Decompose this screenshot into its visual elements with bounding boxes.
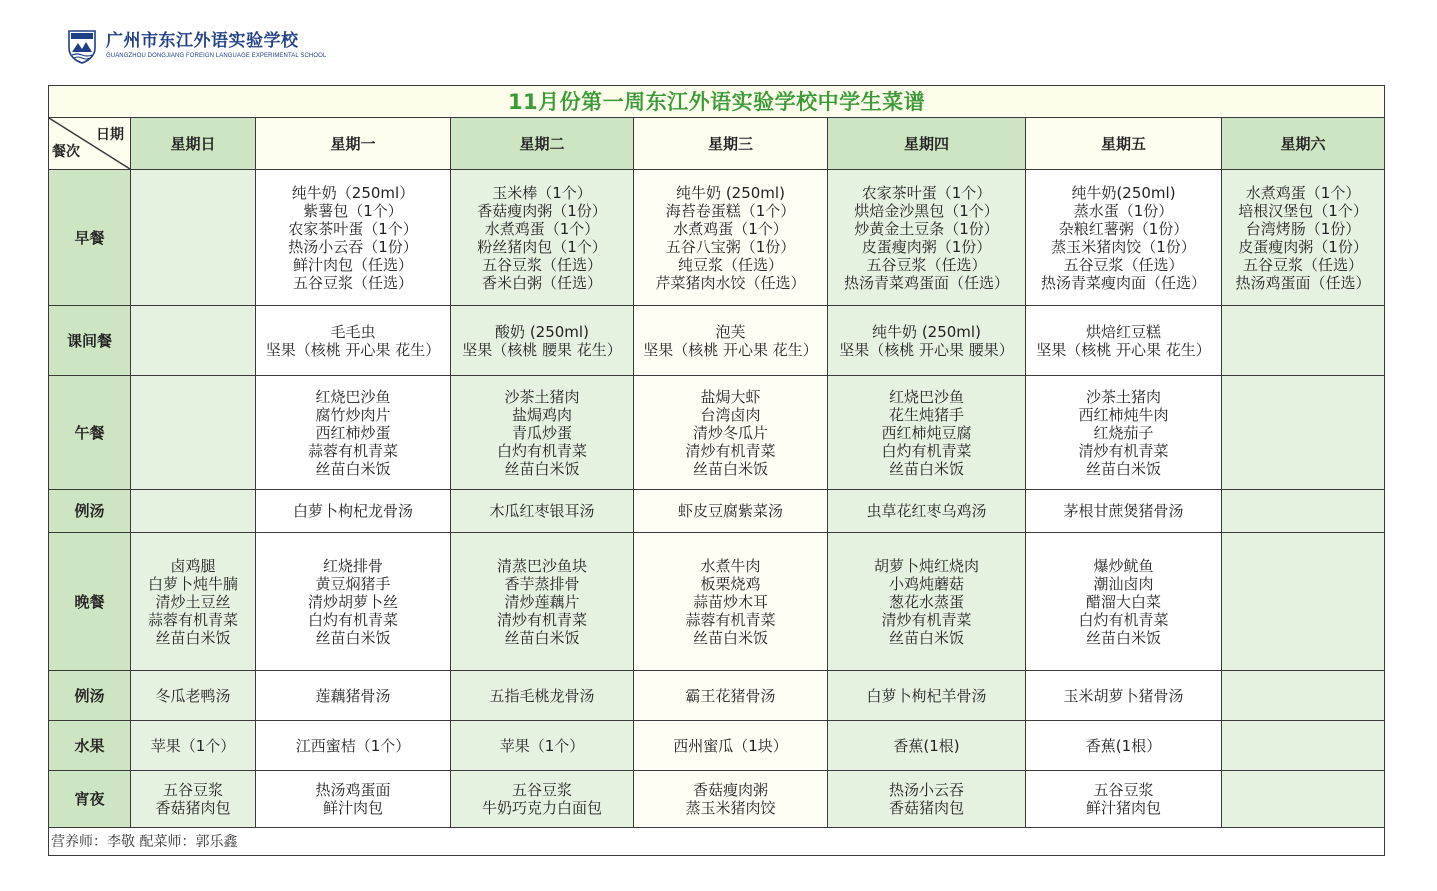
menu-cell [1026,376,1222,490]
menu-cell [1222,376,1385,490]
dish-item: 五谷豆浆 [162,781,223,799]
dish-item: 花生炖猪手 [888,405,964,424]
dish-item: 杂粮红薯粥（1份） [1058,219,1189,238]
dish-item: 水煮牛肉 [700,556,761,575]
dish-item: 香蕉(1根） [1085,736,1162,755]
menu-cell [828,306,1026,376]
school-logo [66,26,326,66]
school-emblem-icon [66,28,98,64]
dish-item: 白萝卜枸杞羊骨汤 [866,686,987,705]
dish-item: 腐竹炒肉片 [315,405,391,424]
dish-item: 虫草花红枣乌鸡汤 [866,502,987,520]
dish-item: 清炒有机青菜 [881,610,972,629]
menu-cell [451,490,634,533]
dish-item: 清蒸巴沙鱼块 [496,556,587,575]
dish-item: 虾皮豆腐紫菜汤 [677,502,783,520]
dish-item: 醋溜大白菜 [1085,592,1161,611]
dish-item: 皮蛋瘦肉粥（1份） [1238,237,1368,256]
dish-item: 红烧茄子 [1093,423,1154,442]
menu-cell [828,170,1026,306]
dish-item: 香菇猪肉包 [155,799,231,817]
dish-item: 纯牛奶（250ml） [291,183,415,202]
dish-item: 冬瓜老鸭汤 [155,686,231,705]
meal-label: 水果 [49,721,131,771]
menu-cell [451,671,634,721]
dish-item: 酸奶 (250ml) [495,322,589,341]
dish-item: 板栗烧鸡 [700,574,761,593]
menu-cell [256,671,451,721]
dish-item: 坚果（核桃 开心果 花生） [643,340,818,359]
dish-item: 毛毛虫 [330,322,376,341]
meal-label: 例汤 [49,490,131,533]
dish-item: 香芋蒸排骨 [504,574,580,593]
menu-cell [1026,533,1222,671]
meal-row [49,170,1385,306]
dish-item: 莲藕猪骨汤 [315,686,391,705]
menu-cell [828,376,1026,490]
dish-item: 清炒有机青菜 [1078,441,1169,460]
menu-cell [256,170,451,306]
menu-cell [1026,771,1222,828]
dish-item: 热汤青菜鸡蛋面（任选） [843,273,1009,292]
dish-item: 西红柿炒蛋 [315,423,391,442]
dish-item: 红烧巴沙鱼 [315,387,391,406]
dish-item: 五谷豆浆 [1093,781,1154,799]
dish-item: 蒜蓉有机青菜 [147,610,238,629]
dish-item: 香菇猪肉包 [888,799,964,817]
dish-item: 粉丝猪肉包（1个） [477,237,607,256]
menu-cell [634,376,828,490]
dish-item: 卤鸡腿 [170,556,216,575]
menu-cell [451,771,634,828]
dish-item: 西州蜜瓜（1块） [673,736,788,755]
menu-cell [1222,533,1385,671]
menu-cell [256,771,451,828]
dish-item: 烘焙金沙黑包（1个） [854,201,999,220]
dish-item: 水煮鸡蛋（1个） [1245,183,1361,202]
dish-item: 丝苗白米饭 [1085,459,1161,478]
dish-item: 炒黄金土豆条（1份） [854,219,999,238]
menu-cell [1222,306,1385,376]
menu-cell [634,671,828,721]
menu-cell [451,376,634,490]
menu-cell [1222,170,1385,306]
dish-item: 丝苗白米饭 [315,628,391,647]
meal-row [49,376,1385,490]
dish-item: 爆炒鱿鱼 [1093,556,1154,575]
dish-item: 纯牛奶(250ml) [1071,183,1176,202]
dish-item: 红烧排骨 [322,556,383,575]
menu-cell [634,771,828,828]
meal-label: 例汤 [49,671,131,721]
menu-cell [1026,170,1222,306]
menu-cell [256,306,451,376]
dish-item: 丝苗白米饭 [888,628,964,647]
menu-footer: 营养师：李敬 配菜师：郭乐鑫 [49,828,1385,856]
day-header: 星期一 [256,118,451,170]
menu-cell [1222,771,1385,828]
dish-item: 丝苗白米饭 [155,628,231,647]
dish-item: 热汤鸡蛋面 [315,781,391,799]
dish-item: 坚果（核桃 腰果 花生） [462,340,622,359]
dish-item: 香菇瘦肉粥 [692,781,768,799]
dish-item: 蒜苗炒木耳 [692,592,768,611]
dish-item: 牛奶巧克力白面包 [481,799,602,817]
header-corner-cell [49,118,131,170]
dish-item: 玉米胡萝卜猪骨汤 [1063,686,1184,705]
day-header: 星期日 [131,118,256,170]
dish-item: 培根汉堡包（1个） [1238,201,1368,220]
dish-item: 农家茶叶蛋（1个） [288,219,418,238]
dish-item: 白灼有机青菜 [496,441,587,460]
dish-item: 坚果（核桃 开心果 腰果） [839,340,1014,359]
dish-item: 白灼有机青菜 [881,441,972,460]
dish-item: 香蕉(1根) [893,736,960,755]
menu-cell [451,533,634,671]
menu-cell [131,376,256,490]
dish-item: 五谷豆浆（任选） [866,255,987,274]
menu-cell [131,533,256,671]
dish-item: 清炒有机青菜 [496,610,587,629]
dish-item: 海苔卷蛋糕（1个） [665,201,796,220]
dish-item: 盐焗鸡肉 [511,405,572,424]
dish-item: 泡芙 [715,322,746,341]
dish-item: 白萝卜枸杞龙骨汤 [292,502,413,520]
dish-item: 蒸玉米猪肉饺 [685,799,776,817]
dish-item: 热汤鸡蛋面（任选） [1235,273,1371,292]
menu-cell [634,533,828,671]
dish-item: 清炒土豆丝 [155,592,231,611]
dish-item: 红烧巴沙鱼 [888,387,964,406]
dish-item: 丝苗白米饭 [315,459,391,478]
dish-item: 木瓜红枣银耳汤 [489,502,595,520]
dish-item: 蒜蓉有机青菜 [307,441,398,460]
dish-item: 五谷豆浆 [511,781,572,799]
dish-item: 水煮鸡蛋（1个） [673,219,788,238]
menu-cell [256,533,451,671]
meal-label: 早餐 [49,170,131,306]
menu-cell [256,490,451,533]
meal-label: 晚餐 [49,533,131,671]
dish-item: 清炒莲藕片 [504,592,580,611]
dish-item: 香米白粥（任选） [481,273,602,292]
dish-item: 白萝卜炖牛腩 [147,574,238,593]
menu-cell [256,376,451,490]
dish-item: 蒸玉米猪肉饺（1份） [1051,237,1196,256]
menu-cell [131,671,256,721]
dish-item: 五谷豆浆（任选） [1063,255,1184,274]
day-header: 星期五 [1026,118,1222,170]
dish-item: 白灼有机青菜 [1078,610,1169,629]
dish-item: 玉米棒（1个） [492,183,592,202]
menu-cell [828,721,1026,771]
meal-label: 宵夜 [49,771,131,828]
school-name: 广州市东江外语实验学校 [106,31,299,51]
dish-item: 清炒有机青菜 [685,441,776,460]
menu-cell [1222,490,1385,533]
dish-item: 纯牛奶 (250ml) [872,322,981,341]
dish-item: 皮蛋瘦肉粥（1份） [861,237,992,256]
menu-cell [634,306,828,376]
meal-label: 课间餐 [49,306,131,376]
menu-cell [1222,721,1385,771]
dish-item: 台湾卤肉 [700,405,761,424]
dish-item: 青瓜炒蛋 [511,423,572,442]
dish-item: 纯牛奶 (250ml) [676,183,785,202]
menu-title: 11月份第一周东江外语实验学校中学生菜谱 [49,86,1385,118]
dish-item: 沙茶土猪肉 [1085,387,1161,406]
day-header: 星期四 [828,118,1026,170]
dish-item: 茅根甘蔗煲猪骨汤 [1063,502,1184,520]
dish-item: 坚果（核桃 开心果 花生） [265,340,441,359]
menu-cell [256,721,451,771]
dish-item: 农家茶叶蛋（1个） [861,183,992,202]
dish-item: 盐焗大虾 [700,387,761,406]
dish-item: 丝苗白米饭 [692,459,768,478]
menu-cell [131,490,256,533]
dish-item: 香菇瘦肉粥（1份） [477,201,607,220]
meal-label: 午餐 [49,376,131,490]
dish-item: 小鸡炖蘑菇 [888,574,964,593]
dish-item: 西红柿炖牛肉 [1078,405,1169,424]
dish-item: 水煮鸡蛋（1个） [484,219,600,238]
dish-item: 丝苗白米饭 [888,459,964,478]
corner-label-meal: 餐次 [52,144,80,160]
dish-item: 丝苗白米饭 [504,628,580,647]
dish-item: 白灼有机青菜 [307,610,398,629]
menu-cell [1222,671,1385,721]
dish-item: 丝苗白米饭 [504,459,580,478]
menu-cell [634,490,828,533]
dish-item: 热汤青菜瘦肉面（任选） [1040,273,1206,292]
menu-cell [451,721,634,771]
menu-cell [828,533,1026,671]
dish-item: 坚果（核桃 开心果 花生） [1036,340,1211,359]
menu-cell [451,170,634,306]
dish-item: 丝苗白米饭 [692,628,768,647]
weekly-menu-table [48,85,1385,856]
menu-cell [1026,721,1222,771]
school-name-english: GUANGZHOU DONGJIANG FOREIGN LANGUAGE EXPERIMENTAL SCHOOL [106,53,327,59]
dish-item: 五指毛桃龙骨汤 [489,686,595,705]
dish-item: 鲜汁猪肉包 [1085,799,1161,817]
meal-row [49,490,1385,533]
meal-row [49,671,1385,721]
dish-item: 纯豆浆（任选） [677,255,783,274]
dish-item: 紫薯包（1个） [303,201,403,220]
dish-item: 清炒冬瓜片 [692,423,768,442]
dish-item: 潮汕卤肉 [1093,574,1154,593]
menu-cell [1026,671,1222,721]
dish-item: 江西蜜桔（1个） [295,736,411,755]
dish-item: 五谷豆浆（任选） [481,255,602,274]
dish-item: 清炒胡萝卜丝 [307,592,398,611]
menu-cell [131,771,256,828]
menu-cell [828,671,1026,721]
dish-item: 热汤小云吞 [888,781,964,799]
dish-item: 五谷豆浆（任选） [1243,255,1364,274]
dish-item: 台湾烤肠（1份） [1245,219,1361,238]
menu-cell [1026,490,1222,533]
dish-item: 丝苗白米饭 [1085,628,1161,647]
corner-label-date: 日期 [96,127,124,143]
dish-item: 蒸水蛋（1份） [1073,201,1174,220]
dish-item: 霸王花猪骨汤 [685,686,776,705]
dish-item: 鲜汁肉包 [322,799,383,817]
dish-item: 苹果（1个） [499,736,585,755]
menu-cell [1026,306,1222,376]
dish-item: 热汤小云吞（1份） [288,237,418,256]
dish-item: 鲜汁肉包（任选） [292,255,413,274]
day-header: 星期三 [634,118,828,170]
menu-cell [131,306,256,376]
menu-cell [828,490,1026,533]
dish-item: 胡萝卜炖红烧肉 [873,556,979,575]
meal-row [49,533,1385,671]
day-header: 星期六 [1222,118,1385,170]
dish-item: 沙茶土猪肉 [504,387,580,406]
dish-item: 蒜蓉有机青菜 [685,610,776,629]
dish-item: 葱花水蒸蛋 [888,592,964,611]
dish-item: 西红柿炖豆腐 [881,423,972,442]
dish-item: 五谷八宝粥（1份） [665,237,796,256]
menu-cell [634,170,828,306]
menu-cell [451,306,634,376]
menu-cell [131,170,256,306]
meal-row [49,771,1385,828]
menu-cell [828,771,1026,828]
menu-cell [131,721,256,771]
dish-item: 黄豆焖猪手 [315,574,391,593]
dish-item: 苹果（1个） [150,736,236,755]
dish-item: 烘焙红豆糕 [1085,322,1161,341]
meal-row [49,306,1385,376]
menu-cell [634,721,828,771]
meal-row [49,721,1385,771]
dish-item: 芹菜猪肉水饺（任选） [655,273,806,292]
day-header: 星期二 [451,118,634,170]
dish-item: 五谷豆浆（任选） [292,273,413,292]
